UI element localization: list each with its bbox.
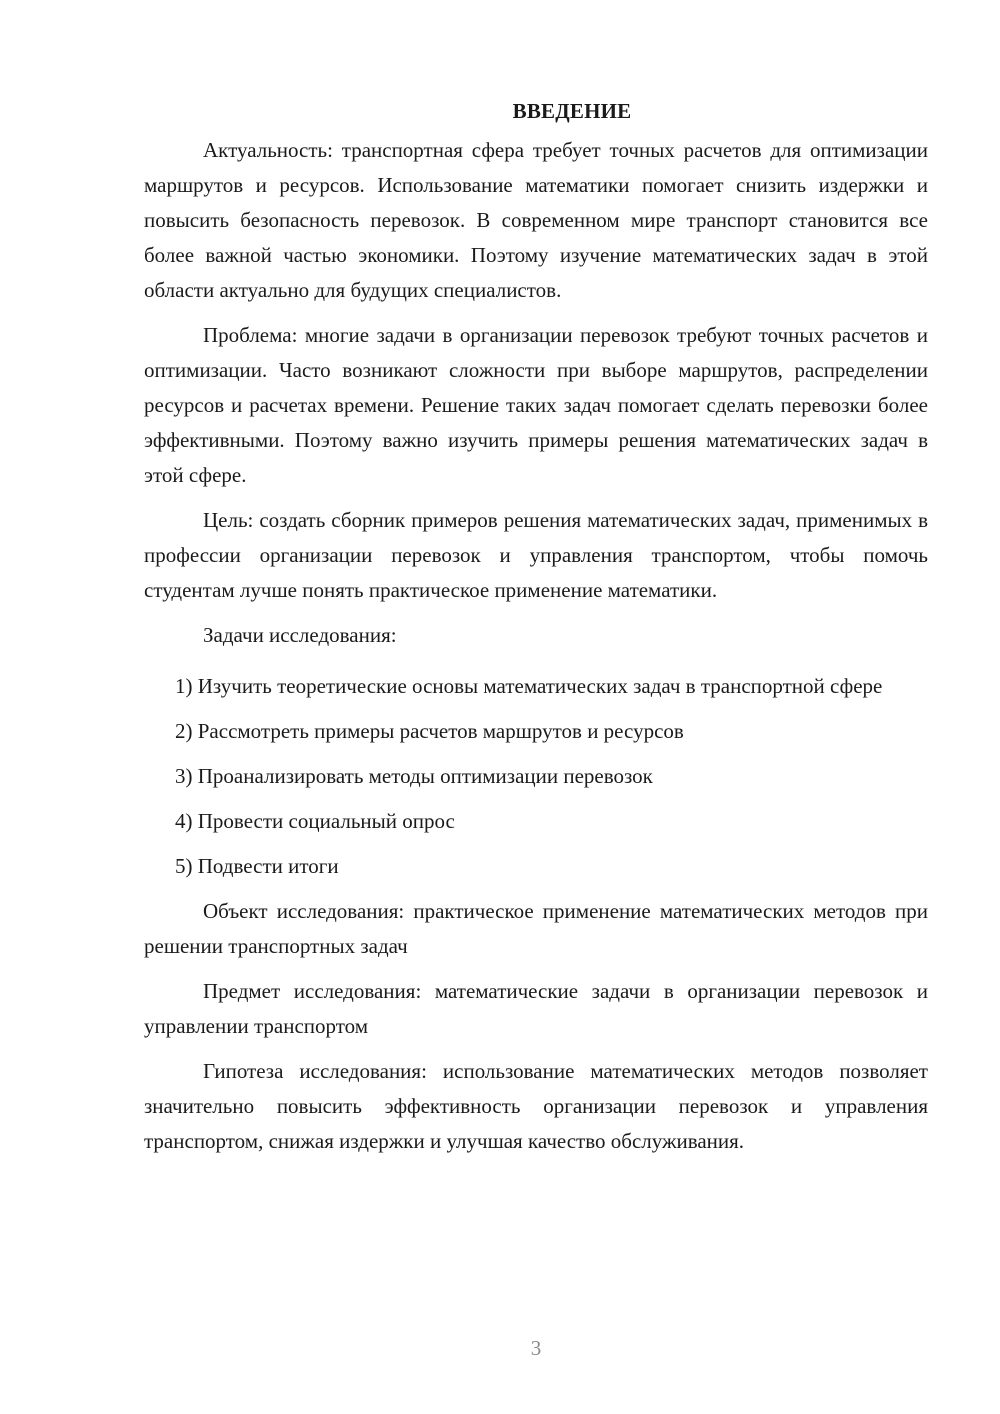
list-item: 1) Изучить теоретические основы математических задач в транспортной сфере: [175, 674, 883, 698]
paragraph-subject: Предмет исследования: математические задачи в организации перевозок и управлении транспортом: [144, 979, 928, 1038]
section-title: ВВЕДЕНИЕ: [512, 99, 632, 123]
paragraph-relevance: Актуальность: транспортная сфера требует точных расчетов для оптимизации маршрутов и ресурсов. Использование математики помогает снизить издержки и повысить безопасность перевозок. В современном мире транспорт становится все более важной частью экономики. Поэтому изучение математических задач в этой области актуально для будущих специалистов.: [144, 138, 928, 302]
list-item: 2) Рассмотреть примеры расчетов маршрутов и ресурсов: [175, 719, 684, 743]
list-item: 4) Провести социальный опрос: [175, 809, 455, 833]
tasks-list: [144, 669, 928, 884]
paragraph-goal: Цель: создать сборник примеров решения математических задач, применимых в профессии организации перевозок и управления транспортом, чтобы помочь студентам лучше понять практическое применение математики.: [144, 508, 928, 602]
paragraph-tasks-heading: Задачи исследования:: [203, 623, 397, 647]
page-content: [144, 93, 928, 1169]
paragraph-problem: Проблема: многие задачи в организации перевозок требуют точных расчетов и оптимизации. Часто возникают сложности при выборе маршрутов, распределении ресурсов и расчетах времени. Решение таких задач помогает сделать перевозки более эффективными. Поэтому важно изучить примеры решения математических задач в этой сфере.: [144, 323, 928, 487]
paragraph-object: Объект исследования: практическое применение математических методов при решении транспортных задач: [144, 899, 928, 958]
list-item: 3) Проанализировать методы оптимизации перевозок: [175, 764, 653, 788]
paragraph-hypothesis: Гипотеза исследования: использование математических методов позволяет значительно повысить эффективность организации перевозок и управления транспортом, снижая издержки и улучшая качество обслуживания.: [144, 1059, 928, 1153]
list-item: 5) Подвести итоги: [175, 854, 339, 878]
page-number: 3: [530, 1336, 542, 1360]
